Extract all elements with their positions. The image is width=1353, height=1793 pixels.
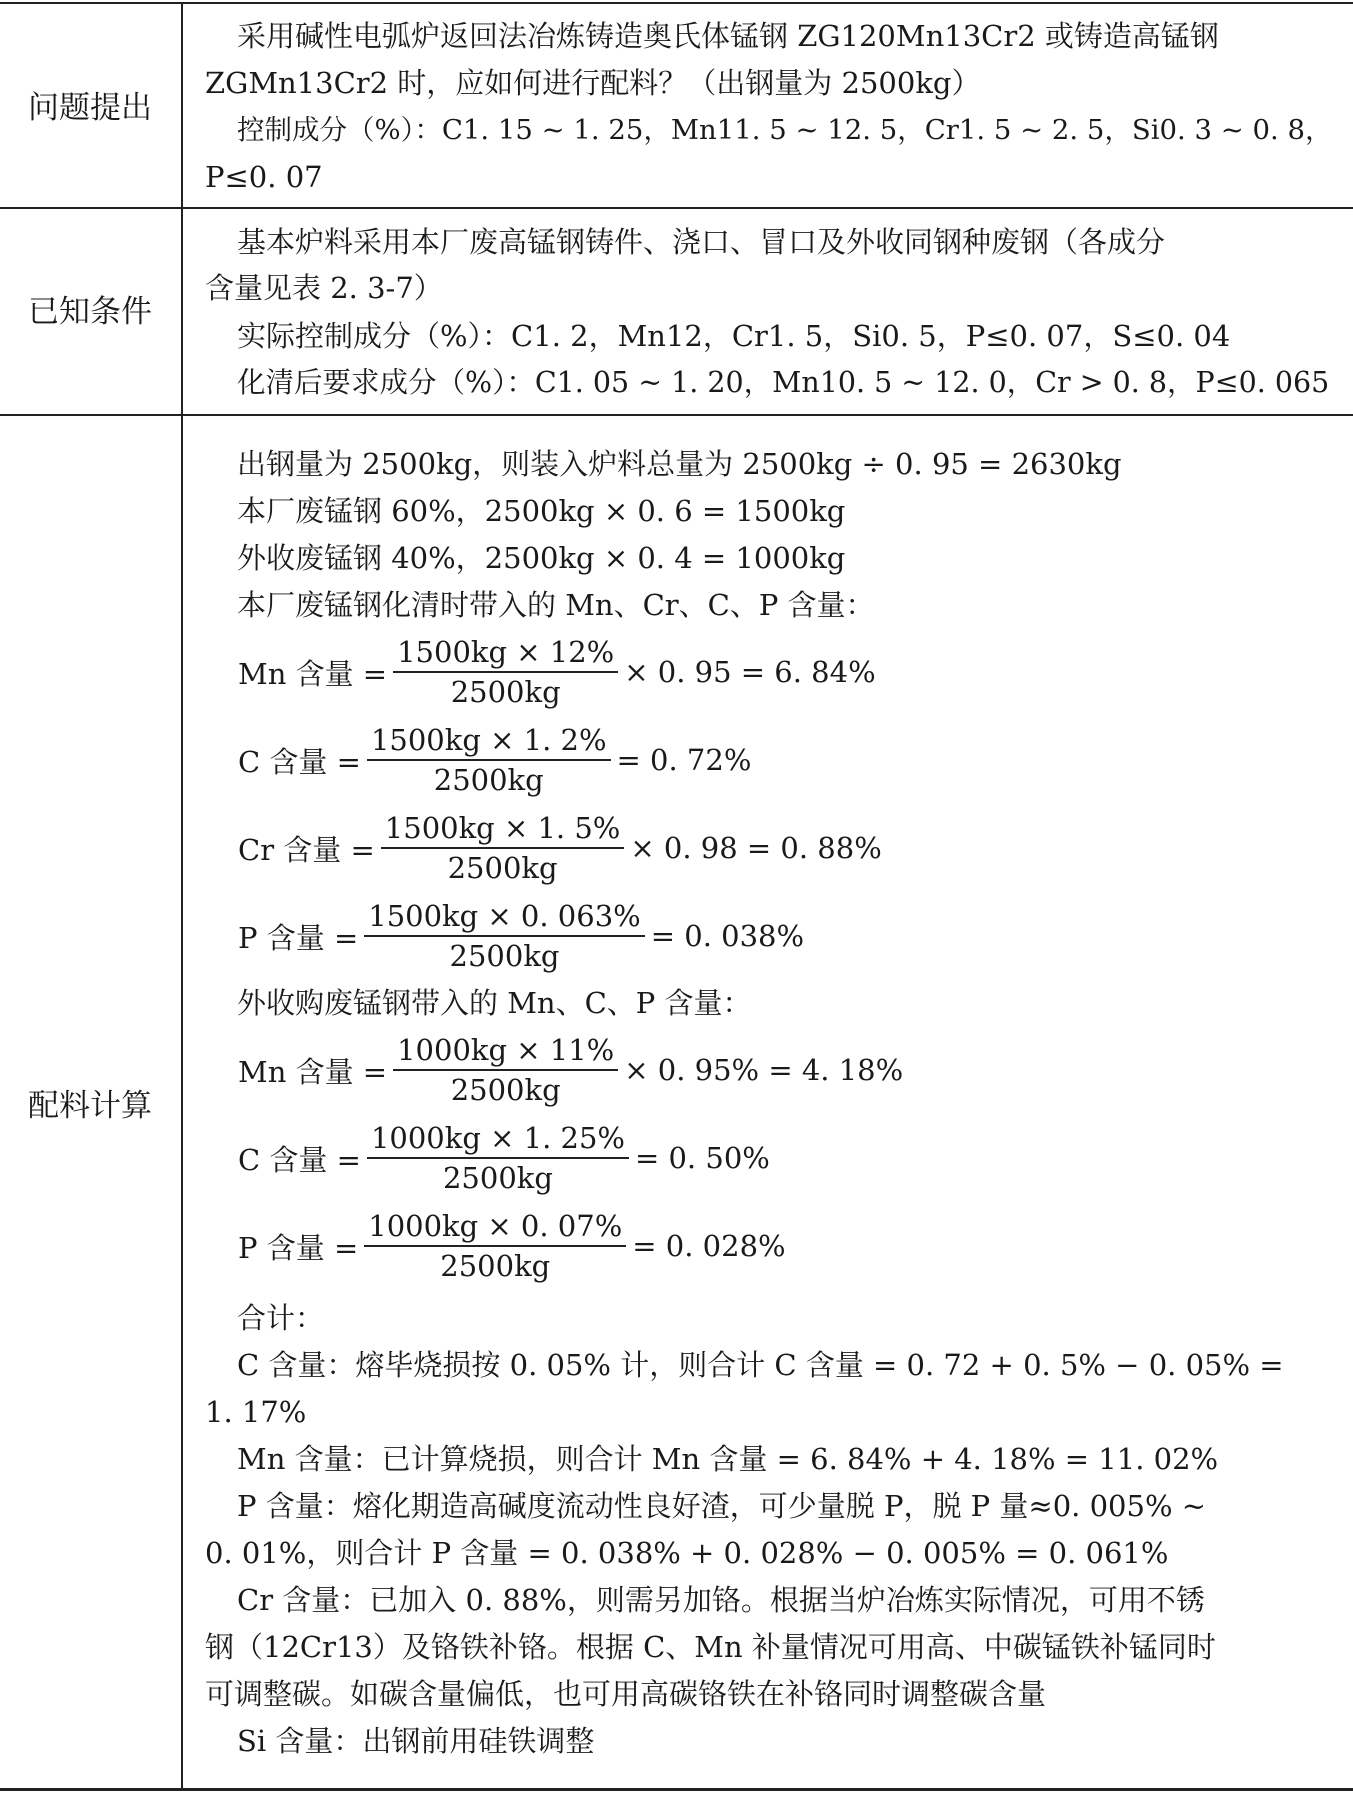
- known-text: 含量见表 2. 3-7）: [205, 271, 443, 305]
- control-composition: P≤0. 07: [205, 160, 323, 194]
- equation: [238, 1122, 770, 1194]
- row-divider-2: [0, 414, 1353, 416]
- equation-lhs: P 含量 =: [238, 920, 359, 955]
- equation-rhs: × 0. 95% = 4. 18%: [624, 1053, 904, 1087]
- known-text: 基本炉料采用本厂废高锰钢铸件、浇口、冒口及外收同钢种废钢（各成分: [237, 225, 1166, 259]
- equation-lhs: Mn 含量 =: [238, 656, 388, 691]
- fraction: [364, 899, 644, 973]
- equation-lhs: Cr 含量 =: [238, 832, 375, 867]
- row-divider-1: [0, 207, 1353, 209]
- fraction: [393, 1033, 618, 1107]
- calc-line: 外收废锰钢 40%，2500kg × 0. 4 = 1000kg: [237, 541, 846, 575]
- equation: [238, 636, 876, 708]
- calc-line: 1. 17%: [205, 1395, 307, 1429]
- equation-lhs: C 含量 =: [238, 1142, 361, 1177]
- problem-text: 采用碱性电弧炉返回法冶炼铸造奥氏体锰钢 ZG120Mn13Cr2 或铸造高锰钢: [237, 19, 1219, 53]
- fraction-denominator: 2500kg: [440, 1249, 551, 1283]
- calc-line: Mn 含量：已计算烧损，则合计 Mn 含量 = 6. 84% + 4. 18% = 11. 02%: [237, 1442, 1219, 1476]
- equation: [238, 724, 751, 796]
- fraction-numerator: 1500kg × 1. 2%: [367, 723, 611, 761]
- control-composition: 控制成分（%）：C1. 15 ~ 1. 25，Mn11. 5 ~ 12. 5，Cr1. 5 ~ 2. 5，Si0. 3 ~ 0. 8，: [237, 114, 1333, 146]
- table-column-divider: [181, 2, 183, 1790]
- equation-lhs: C 含量 =: [238, 744, 361, 779]
- fraction-numerator: 1500kg × 12%: [393, 635, 618, 673]
- equation-rhs: = 0. 038%: [650, 919, 805, 953]
- equation-lhs: Mn 含量 =: [238, 1054, 388, 1089]
- table-top-border: [0, 2, 1353, 4]
- calc-line: 本厂废锰钢化清时带入的 Mn、Cr、C、P 含量：: [237, 588, 875, 622]
- calc-line: Si 含量：出钢前用硅铁调整: [237, 1724, 595, 1758]
- equation-rhs: × 0. 95 = 6. 84%: [624, 655, 876, 689]
- equation-rhs: × 0. 98 = 0. 88%: [630, 831, 882, 865]
- fraction-denominator: 2500kg: [449, 939, 560, 973]
- calc-line: 合计：: [237, 1301, 325, 1335]
- table-bottom-border: [0, 1788, 1353, 1791]
- equation: [238, 1210, 786, 1282]
- known-label: 已知条件: [28, 294, 152, 330]
- equation-rhs: = 0. 028%: [632, 1229, 786, 1263]
- fraction-denominator: 2500kg: [433, 763, 544, 797]
- calc-line: 出钢量为 2500kg，则装入炉料总量为 2500kg ÷ 0. 95 = 2630kg: [237, 447, 1122, 481]
- problem-text: ZGMn13Cr2 时，应如何进行配料？（出钢量为 2500kg）: [205, 66, 981, 100]
- calc-line: 可调整碳。如碳含量偏低，也可用高碳铬铁在补铬同时调整碳含量: [205, 1677, 1047, 1711]
- required-composition: 化清后要求成分（%）：C1. 05 ~ 1. 20，Mn10. 5 ~ 12. 0，Cr > 0. 8，P≤0. 065: [237, 366, 1330, 399]
- equation: [238, 900, 804, 972]
- fraction-denominator: 2500kg: [447, 851, 558, 885]
- fraction-numerator: 1000kg × 11%: [393, 1033, 618, 1071]
- calc-line: 本厂废锰钢 60%，2500kg × 0. 6 = 1500kg: [237, 494, 846, 528]
- problem-label: 问题提出: [28, 90, 152, 126]
- calc-line: Cr 含量：已加入 0. 88%，则需另加铬。根据当炉冶炼实际情况，可用不锈: [237, 1583, 1205, 1617]
- equation: [238, 1034, 903, 1106]
- fraction: [367, 1121, 629, 1195]
- fraction: [367, 723, 611, 797]
- equation: [238, 812, 882, 884]
- fraction: [364, 1209, 626, 1283]
- equation-lhs: P 含量 =: [238, 1230, 359, 1265]
- fraction: [381, 811, 625, 885]
- fraction-denominator: 2500kg: [450, 675, 561, 709]
- fraction-numerator: 1000kg × 1. 25%: [367, 1121, 629, 1159]
- equation-rhs: = 0. 72%: [616, 743, 752, 777]
- fraction-numerator: 1000kg × 0. 07%: [364, 1209, 626, 1247]
- calc-line: 外收购废锰钢带入的 Mn、C、P 含量：: [237, 986, 752, 1020]
- actual-composition: 实际控制成分（%）：C1. 2，Mn12，Cr1. 5，Si0. 5，P≤0. 07，S≤0. 04: [237, 319, 1231, 353]
- fraction-numerator: 1500kg × 1. 5%: [381, 811, 625, 849]
- equation-rhs: = 0. 50%: [634, 1141, 770, 1175]
- fraction-denominator: 2500kg: [450, 1073, 561, 1107]
- fraction: [393, 635, 618, 709]
- calc-label: 配料计算: [28, 1088, 152, 1124]
- calc-line: 钢（12Cr13）及铬铁补铬。根据 C、Mn 补量情况可用高、中碳锰铁补锰同时: [205, 1630, 1216, 1664]
- fraction-denominator: 2500kg: [442, 1161, 553, 1195]
- calc-line: C 含量：熔毕烧损按 0. 05% 计，则合计 C 含量 = 0. 72 + 0. 5% − 0. 05% =: [237, 1348, 1284, 1382]
- fraction-numerator: 1500kg × 0. 063%: [364, 899, 644, 937]
- calc-line: 0. 01%，则合计 P 含量 = 0. 038% + 0. 028% − 0. 005% = 0. 061%: [205, 1536, 1169, 1570]
- calc-line: P 含量：熔化期造高碱度流动性良好渣，可少量脱 P，脱 P 量≈0. 005% ~: [237, 1489, 1207, 1523]
